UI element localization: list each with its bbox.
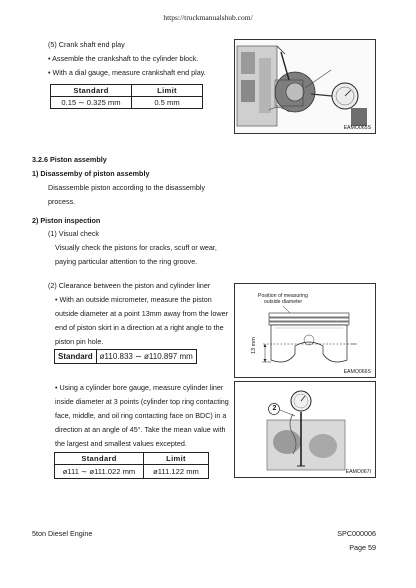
bore-gauge-line-1: • Using a cylinder bore gauge, measure cylinder liner <box>55 383 224 392</box>
clearance-line-1: • With an outside micrometer, measure the piston <box>55 295 212 304</box>
figure-label-line-2: outside diameter <box>263 299 303 305</box>
figure-label-line-1: Position of measuring <box>258 293 308 299</box>
section-heading-piston-assembly: 3.2.6 Piston assembly <box>32 155 107 164</box>
piston-diameter-figure <box>234 283 376 378</box>
crank-title: (5) Crank shaft end play <box>48 40 125 49</box>
piston-od-standard-label: Standard <box>55 350 97 364</box>
bore-gauge-line-2: inside diameter at 3 points (cylinder top ring contacting <box>55 397 229 406</box>
liner-id-spec-table <box>54 452 209 479</box>
visual-check-line-1: Visually check the pistons for cracks, scuff or wear, <box>55 243 217 252</box>
page-url: https://truckmanualshub.com/ <box>163 13 253 22</box>
footer-doc-code: SPC000006 <box>337 529 376 538</box>
crankshaft-illustration <box>235 40 375 133</box>
visual-check-title: (1) Visual check <box>48 229 100 238</box>
clearance-line-3: end of piston skirt in a direction at a right angle to the <box>55 323 224 332</box>
bore-gauge-line-3: face, middle, and oil ring contacting face on BDC) in a <box>55 411 227 420</box>
clearance-line-4: piston pin hole. <box>55 337 104 346</box>
clearance-line-2: outside diameter at a point 13mm away from the lower <box>55 309 228 318</box>
crank-table-header-limit: Limit <box>132 85 203 97</box>
piston-od-standard-value: ø110.833 ∼ ø110.897 mm <box>96 350 196 364</box>
crank-spec-table <box>50 84 203 109</box>
crankshaft-dial-gauge-figure <box>234 39 376 134</box>
figure-marker-2: 2 <box>272 405 277 412</box>
liner-table-header-limit: Limit <box>144 453 209 465</box>
disassembly-text-line-2: process. <box>48 197 76 206</box>
bore-gauge-illustration <box>235 382 375 477</box>
figure-caption-1: EAMO065S <box>343 125 371 131</box>
figure-caption-2: EAMO066S <box>343 369 371 375</box>
bore-gauge-line-5: the largest and smallest values excepted. <box>55 439 187 448</box>
visual-check-line-2: paying particular attention to the ring groove. <box>55 257 198 266</box>
liner-table-header-standard: Standard <box>55 453 144 465</box>
crank-table-header-standard: Standard <box>51 85 132 97</box>
crank-table-standard-value: 0.15 ∼ 0.325 mm <box>51 97 132 109</box>
figure-caption-3: EAMO067I <box>345 469 371 475</box>
bore-gauge-figure <box>234 381 376 478</box>
liner-table-limit-value: ø111.122 mm <box>144 465 209 479</box>
crank-step-1: • Assemble the crankshaft to the cylinder block. <box>48 54 199 63</box>
liner-table-standard-value: ø111 ∼ ø111.022 mm <box>55 465 144 479</box>
crank-table-limit-value: 0.5 mm <box>132 97 203 109</box>
bore-gauge-line-4: direction at an angle of 45°. Take the mean value with <box>55 425 226 434</box>
figure-dimension-label: 13 mm <box>251 337 257 354</box>
footer-manual-title: 5ton Diesel Engine <box>32 529 93 538</box>
piston-od-spec-table <box>54 349 197 364</box>
clearance-title: (2) Clearance between the piston and cylinder liner <box>48 281 211 290</box>
subheading-piston-inspection: 2) Piston inspection <box>32 216 101 225</box>
footer-page-number: Page 59 <box>349 543 376 552</box>
disassembly-text-line-1: Disassemble piston according to the disassembly <box>48 183 206 192</box>
subheading-disassembly: 1) Disassemby of piston assembly <box>32 169 150 178</box>
crank-step-2: • With a dial gauge, measure crankshaft end play. <box>48 68 206 77</box>
